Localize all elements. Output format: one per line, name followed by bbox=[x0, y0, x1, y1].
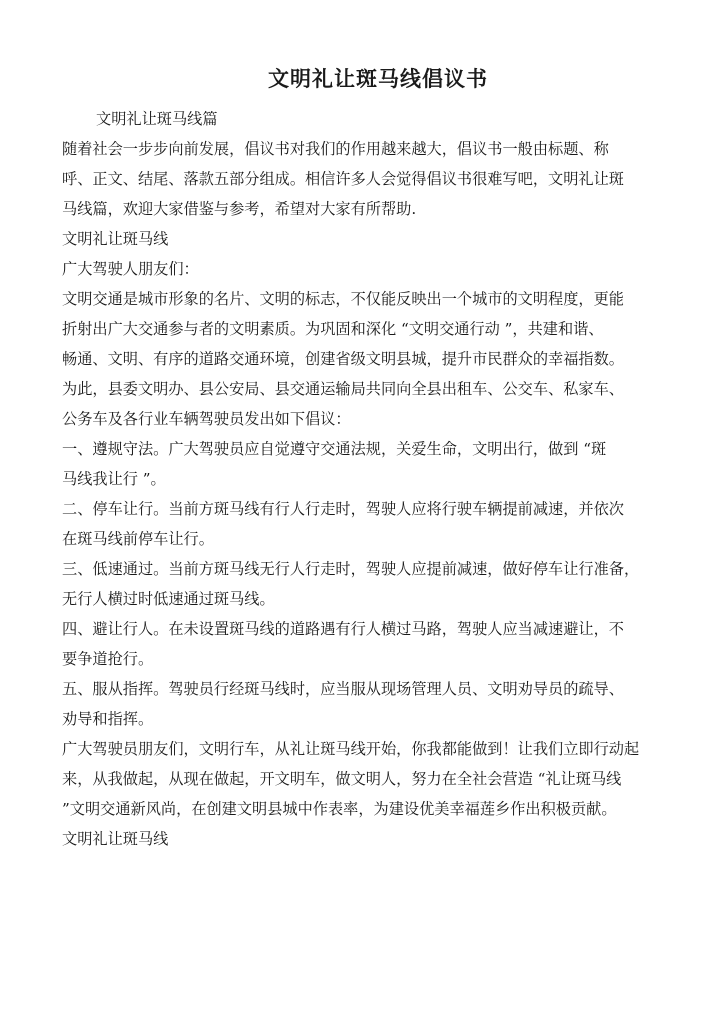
body-line: 呼、正文、结尾、落款五部分组成。相信许多人会觉得倡议书很难写吧，文明礼让斑 bbox=[62, 170, 624, 188]
body-line: 来，从我做起，从现在做起，开文明车，做文明人，努力在全社会营造 “礼让斑马线 bbox=[62, 770, 622, 788]
body-line: 文明礼让斑马线 bbox=[62, 230, 169, 248]
body-line: 公务车及各行业车辆驾驶员发出如下倡议： bbox=[62, 410, 351, 428]
body-line: 文明交通是城市形象的名片、文明的标志，不仅能反映出一个城市的文明程度，更能 bbox=[62, 290, 624, 308]
body-line: 文明礼让斑马线 bbox=[62, 830, 169, 848]
body-line: 要争道抢行。 bbox=[62, 650, 154, 668]
body-line: 五、服从指挥。驾驶员行经斑马线时，应当服从现场管理人员、文明劝导员的疏导、 bbox=[62, 680, 624, 698]
body-line: 四、避让行人。在未设置斑马线的道路遇有行人横过马路，驾驶人应当减速避让，不 bbox=[62, 620, 624, 638]
body-line: 随着社会一步步向前发展，倡议书对我们的作用越来越大，倡议书一般由标题、称 bbox=[62, 140, 609, 158]
body-line: 劝导和指挥。 bbox=[62, 710, 154, 728]
document-subtitle: 文明礼让斑马线篇 bbox=[96, 110, 218, 128]
body-line: 折射出广大交通参与者的文明素质。为巩固和深化 “文明交通行动 ”，共建和谐、 bbox=[62, 320, 604, 338]
body-line: 三、低速通过。当前方斑马线无行人行走时，驾驶人应提前减速，做好停车让行准备， bbox=[62, 560, 640, 578]
body-line: ”文明交通新风尚，在创建文明县城中作表率，为建设优美幸福莲乡作出积极贡献。 bbox=[62, 800, 617, 818]
document-title: 文明礼让斑马线倡议书 bbox=[268, 66, 488, 91]
body-line: 畅通、文明、有序的道路交通环境，创建省级文明县城，提升市民群众的幸福指数。 bbox=[62, 350, 624, 368]
body-line: 二、停车让行。当前方斑马线有行人行走时，驾驶人应将行驶车辆提前减速，并依次 bbox=[62, 500, 624, 518]
body-line: 广大驾驶员朋友们，文明行车，从礼让斑马线开始，你我都能做到！让我们立即行动起 bbox=[62, 740, 640, 758]
body-line: 马线我让行 ”。 bbox=[62, 470, 166, 488]
body-line: 广大驾驶人朋友们： bbox=[62, 260, 199, 278]
body-line: 马线篇，欢迎大家借鉴与参考，希望对大家有所帮助. bbox=[62, 200, 417, 218]
body-line: 一、遵规守法。广大驾驶员应自觉遵守交通法规，关爱生命，文明出行，做到 “斑 bbox=[62, 440, 607, 458]
body-line: 无行人横过时低速通过斑马线。 bbox=[62, 590, 275, 608]
body-line: 为此，县委文明办、县公安局、县交通运输局共同向全县出租车、公交车、私家车、 bbox=[62, 380, 624, 398]
body-line: 在斑马线前停车让行。 bbox=[62, 530, 214, 548]
document-body bbox=[62, 134, 676, 854]
